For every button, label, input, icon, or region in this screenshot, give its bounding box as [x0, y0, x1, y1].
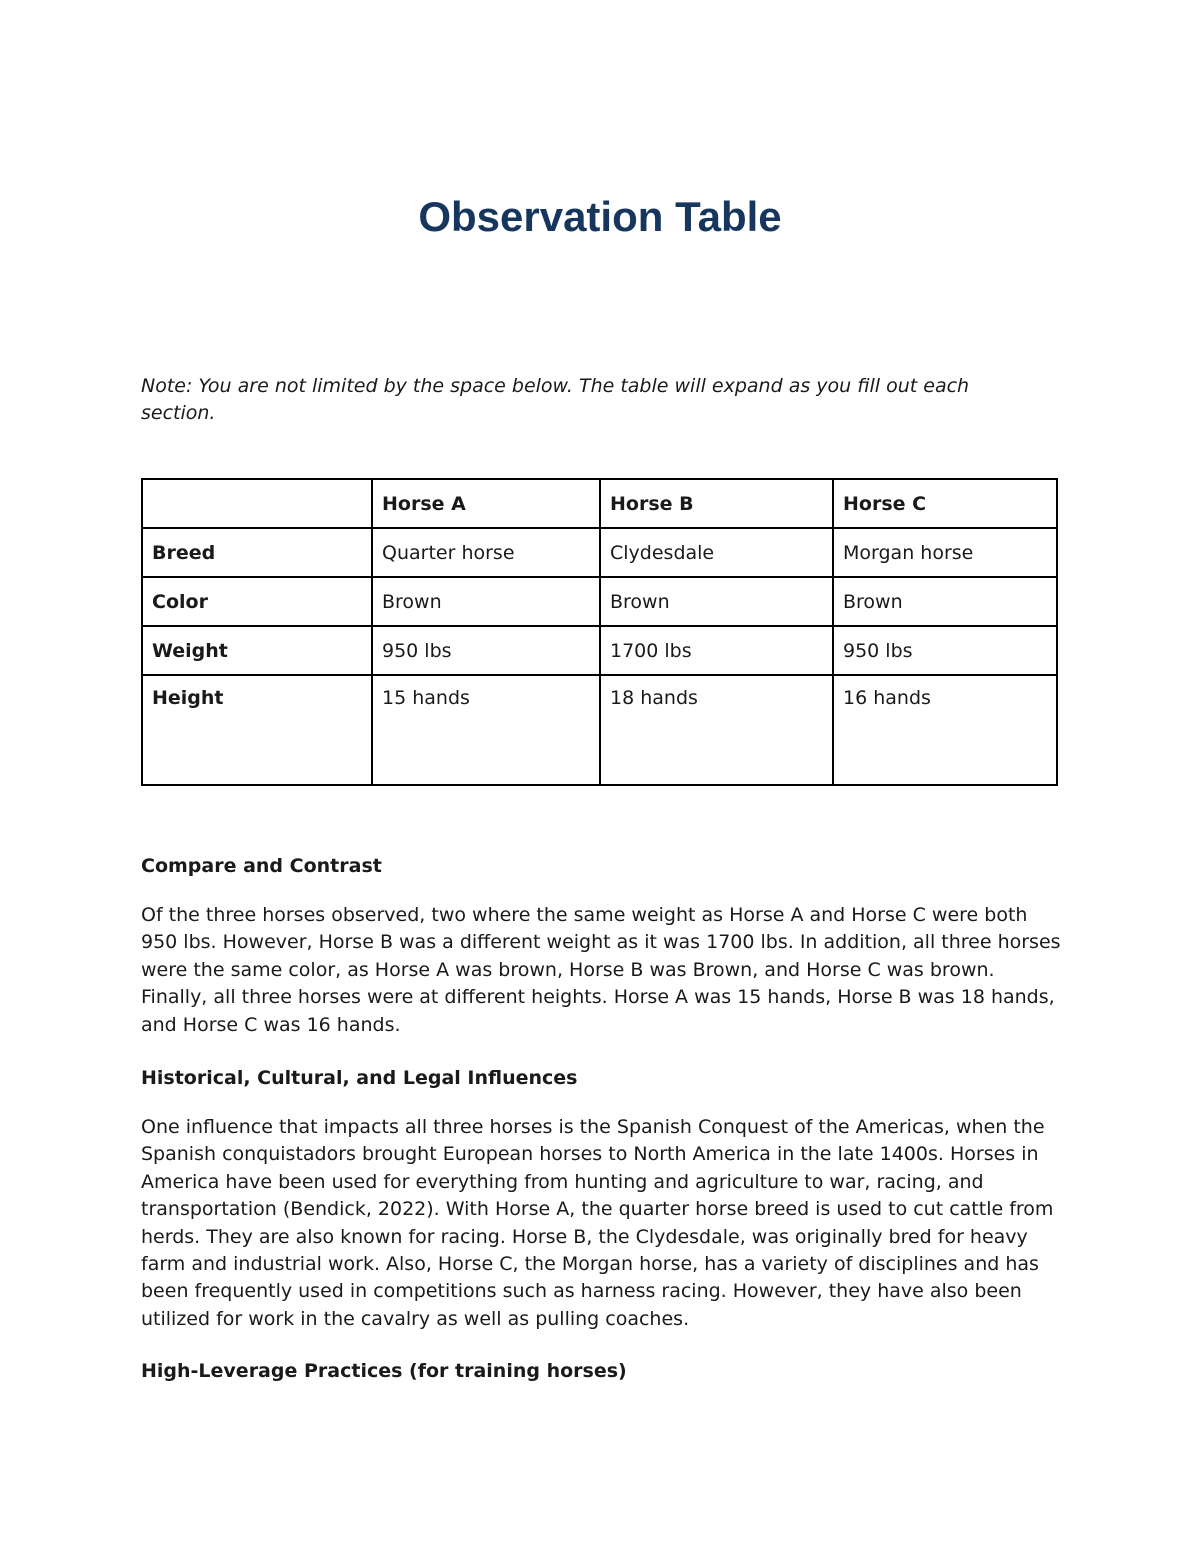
section-body: One influence that impacts all three horses is the Spanish Conquest of the Americas, when the Spanish conquistadors brought European horses to North America in the late 1400s. Horses in America have been used for everything from hunting and agriculture to war, racing, and transportation (Bendick, 2022). With Horse A, the quarter horse breed is used to cut cattle from herds. They are also known for racing. Horse B, the Clydesdale, was originally bred for heavy farm and industrial work. Also, Horse C, the Morgan horse, has a variety of disciplines and has been frequently used in competitions such as harness racing. However, they have also been utilized for work in the cavalry as well as pulling coaches.	[141, 1116, 1054, 1330]
table-header-cell: Horse A	[372, 479, 600, 528]
table-cell: Morgan horse	[833, 528, 1057, 577]
table-cell: 18 hands	[600, 675, 833, 785]
section-heading: Historical, Cultural, and Legal Influences	[141, 1067, 578, 1089]
historical-influences-section	[141, 1065, 1061, 1333]
compare-contrast-section	[141, 853, 1061, 1039]
row-label: Color	[142, 577, 372, 626]
high-leverage-practices-section	[141, 1358, 1061, 1407]
page-title: Observation Table	[418, 193, 782, 240]
table-row	[142, 577, 1057, 626]
table-cell: Brown	[600, 577, 833, 626]
table-row	[142, 528, 1057, 577]
table-cell: 950 lbs	[833, 626, 1057, 675]
row-label: Breed	[142, 528, 372, 577]
observation-table	[141, 478, 1058, 786]
table-note: Note: You are not limited by the space below. The table will expand as you fill out each section.	[141, 375, 970, 424]
row-label: Height	[142, 675, 372, 785]
table-cell: Quarter horse	[372, 528, 600, 577]
section-heading: High-Leverage Practices (for training horses)	[141, 1360, 627, 1382]
table-row	[142, 626, 1057, 675]
section-body: Of the three horses observed, two where the same weight as Horse A and Horse C were both 950 lbs. However, Horse B was a different weight as it was 1700 lbs. In addition, all three horses were the same color, as Horse A was brown, Horse B was Brown, and Horse C was brown. Finally, all three horses were at different heights. Horse A was 15 hands, Horse B was 18 hands, and Horse C was 16 hands.	[141, 904, 1061, 1036]
table-header-cell: Horse C	[833, 479, 1057, 528]
table-cell: Clydesdale	[600, 528, 833, 577]
table-cell: 15 hands	[372, 675, 600, 785]
table-cell: 950 lbs	[372, 626, 600, 675]
table-header-cell: Horse B	[600, 479, 833, 528]
table-header-row	[142, 479, 1057, 528]
table-row	[142, 675, 1057, 785]
table-header-cell	[142, 479, 372, 528]
table-cell: 16 hands	[833, 675, 1057, 785]
table-cell: Brown	[833, 577, 1057, 626]
row-label: Weight	[142, 626, 372, 675]
table-cell: 1700 lbs	[600, 626, 833, 675]
table-cell: Brown	[372, 577, 600, 626]
section-heading: Compare and Contrast	[141, 855, 382, 877]
